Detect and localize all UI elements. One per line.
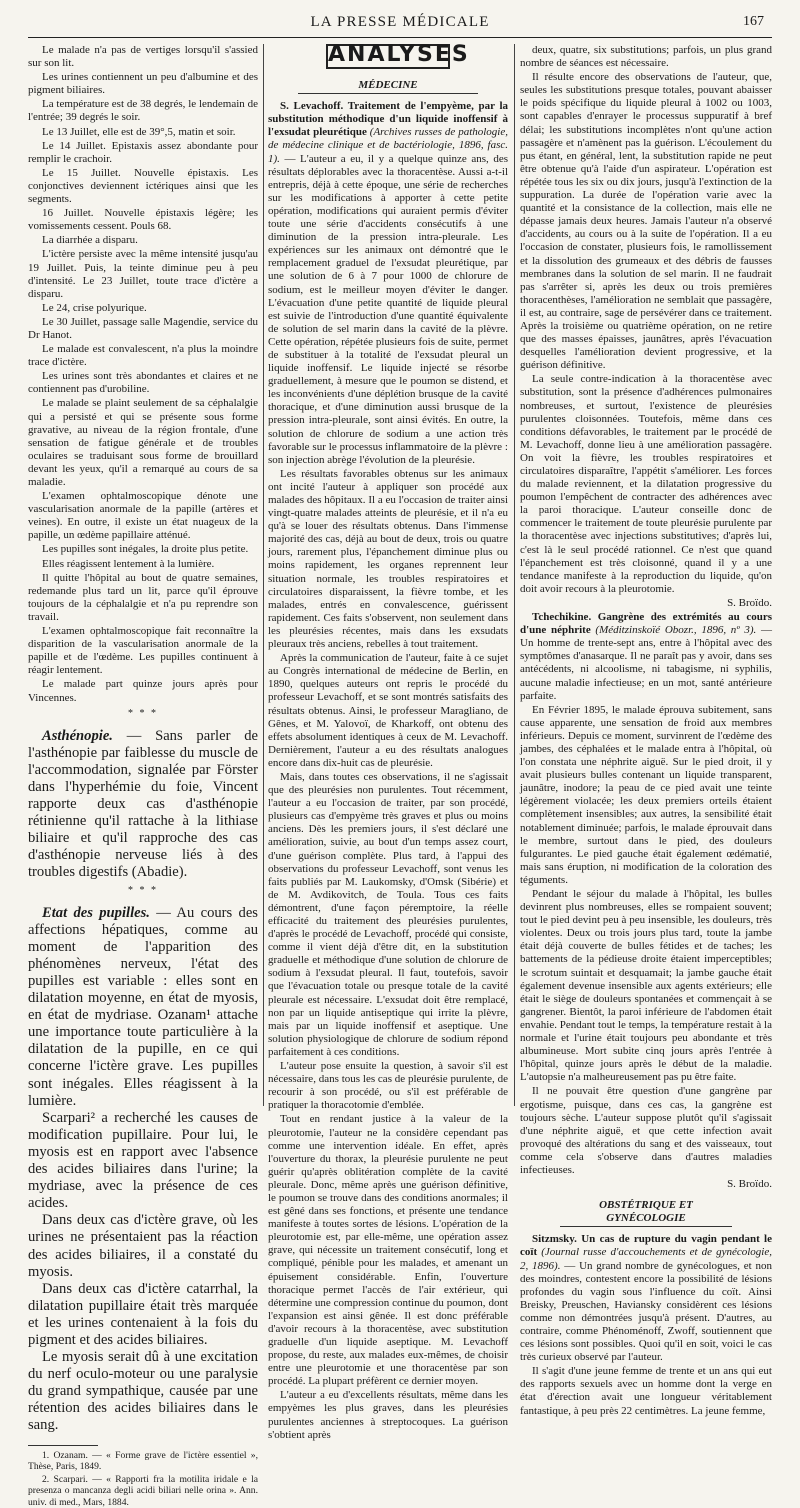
paragraph: En Février 1895, le malade éprouva subitement, sans cause apparente, une sensation de froid aux membres inférieurs. Depuis ce moment, survinrent de l'œdème des jambes, des céphalées et le malade entra à l'hôpital, où l'on constata une néphrite aiguë. Sur le pied droit, il y avait plusieurs bulles contenant un liquide transparent, jaunâtre, inodore; la peau de ce pied avait une teinte légèrement violacée; les deux premiers orteils étaient complètement insensibles; aux autres, la sensibilité était notablement diminuée; parfois, le malade éprouvait dans le membre, surtout dans le pied, des douleurs fulgurantes. Le pied gauche était également œdématié, mais sans éruption, ni modification de la coloration des téguments. xyxy=(520,703,772,886)
paragraph: Le malade est convalescent, n'a plus la moindre trace d'ictère. xyxy=(28,343,258,369)
paragraph: L'auteur a eu d'excellents résultats, même dans les empyèmes les plus graves, dans les pleurésies purulentes anciennes à streptocoques. La guérison s'obtient après xyxy=(268,1389,508,1441)
footnote: 1. Ozanam. — « Forme grave de l'ictère essentiel », Thèse, Paris, 1849. xyxy=(28,1449,258,1473)
paragraph: Le 30 Juillet, passage salle Magendie, service du Dr Hanot. xyxy=(28,315,258,341)
paragraph: — L'auteur a eu, il y a quelque quinze ans, des résultats déplorables avec la thoracentèse. Aussi a-t-il entrepris, déjà à cette époque, une série de recherches sur les modifications à apporter à cette petite opération, modifications qui auraient permis d'éviter toute une série d'accidents consécutifs à une diminution de la pression intra-pleurale. Les expériences sur les animaux ont démontré que le remplacement graduel de l'exsudat pleurétique, par une solution de 6 à 7 pour 1000 de chlorure de sodium, est le meilleur moyen d'éviter le danger. L'évacuation d'une petite quantité de liquide pleural est suivie de l'introduction d'une quantité équivalente de solution de sel marin dans la cavité de la plèvre. Cette opération, répétée plusieurs fois de suite, permet de substituer à la totalité de l'exsudat pleural un liquide inoffensif. Le liquide injecté se résorbe graduellement, à mesure que le poumon se distend, et les inconvénients d'une déplétion brusque de la cavité thoracique, et d'une diminution aussi brusque de la pression intra-pleurale, sont ainsi évités. En outre, la solution de chlorure de sodium a une action très favorable sur le processus inflammatoire de la plèvre : son injection abrège l'évolution de la pleurésie. xyxy=(268,152,508,466)
article-reference: (Méditzinskoïé Obozr., 1896, nº 3). xyxy=(590,624,757,637)
paragraph: L'auteur pose ensuite la question, à savoir s'il est nécessaire, dans tous les cas de pleurésie purulente, de recourir à son procédé, ou s'il est préférable de pratiquer la thoracotomie d'emblée. xyxy=(268,1060,508,1112)
header-rule xyxy=(28,37,772,38)
paragraph: Scarpari² a recherché les causes de modification pupillaire. Pour lui, le myosis est en rapport avec l'absence des acides biliaires dans l'urine; la mydriase, avec la présence de ces acides. xyxy=(28,1109,258,1212)
asthenopie-text: — Sans parler de l'asthénopie par faiblesse du muscle de l'accommodation, signalée par Förster dans l'hyperhémie du foie, Vincent rapporte deux cas d'asthénopie rétinienne qu'il rattache à la lithiase biliaire et qu'il rapproche des cas d'asthénopie nerveuse liés à des troubles digestifs (Abadie). xyxy=(28,727,258,881)
paragraph: Les résultats favorables obtenus sur les animaux ont incité l'auteur à appliquer son procédé aux malades des hôpitaux. Il a eu l'occasion de traiter ainsi vingt-quatre malades atteints de pleurésie, et il n'a eu qu'à se louer des résultats obtenus. Dans l'immense majorité des cas, déjà au bout de deux, trois ou quatre jours, rarement plus, l'épanchement diminue plus ou moins rapidement, les organes reprennent leur situation normale, les troubles respiratoires et circulatoires disparaissent, la fièvre tombe, et les malades, entrés en convalescence, guérissent rapidement. Ces faits s'observent, non seulement dans les pleurésies récentes, mais dans les exsudats pleuraux très anciens, rebelles à tout traitement. xyxy=(268,467,508,651)
paragraph: — Un grand nombre de gynécologues, et non des moindres, contestent encore la possibilité de lésions profondes du vagin sous l'influence du coït. Ainsi Breisky, Preuschen, Haviansky considèrent ces lésions comme non démontrées jusqu'à présent. D'autres, au contraire, comme Phénoménoff, Zwoff, soutiennent que ces lésions sont possibles. Quoi qu'il en soit, voici le cas très curieux observé par l'auteur. xyxy=(520,1259,772,1364)
paragraph: Il s'agit d'une jeune femme de trente et un ans qui eut des rapports sexuels avec un homme dont la verge en état d'érection avait une longueur véritablement fantastique, à peu près 22 centimètres. La jeune femme, xyxy=(520,1365,772,1417)
column-divider xyxy=(263,44,264,1106)
article-title: S. Levachoff. Traitement de l'empyème, par la substitution méthodique d'un liquide inoffensif à l'exsudat pleurétique xyxy=(268,100,508,139)
paragraph: Après la communication de l'auteur, faite à ce sujet au Congrès international de médecine de Berlin, en 1890, quelques auteurs ont repris le procédé du professeur Levachoff, et se sont montrés satisfaits des résultats obtenus. Ainsi, le professeur Maragliano, de Gênes, et M. Yalovoï, de Kharkoff, ont obtenu des effets absolument identiques à ceux de M. Levachoff. Dernièrement, l'auteur a eu des résultats analogues encore dans dix-huit cas de pleurésie. xyxy=(268,652,508,769)
article-title: Tchechikine. Gangrène des extrémités au cours d'une néphrite xyxy=(520,611,772,637)
subsection-title: MÉDECINE xyxy=(298,79,478,94)
column-left xyxy=(28,44,258,1508)
paragraph: Elles réagissent lentement à la lumière. xyxy=(42,557,215,570)
paragraph: Il résulte encore des observations de l'auteur, que, seules les substitutions presque totales, pouvant abaisser le poids spécifique du liquide pleural à 1002 ou 1003, sont capables d'enrayer le processus suppuratif à bref délai; les substitutions incomplètes n'ont qu'une action passagère et n'amènent pas la guérison. L'écoulement du pus étant, en général, lent, la substitution rapide ne peut être obtenue qu'à l'aide d'un aspirateur. L'opération est répétée tous les six ou dix jours, jusqu'à l'extinction de la suppuration. La durée de l'opération varie avec la quantité et la consistance de la collection, mais elle ne dépasse jamais deux heures. Jamais l'auteur n'a observé d'accidents, au cours ou à la suite de l'opération. Il a eu l'occasion de constater, plusieurs fois, le ramollissement et la dissolution des grumeaux et des débris de fausses membranes dans la solution de sel marin. Il ne faudrait pas s'arrêter si, après les deux ou trois premières thoracenthèses, l'amélioration ne semblait que passagère, il est, au contraire, sage de persévérer dans ce traitement. Après la troisième ou quatrième opération, on ne retire que des masses épaisses, jaunâtres, après l'évacuation desquelles l'amélioration devient progressive, et la guérison définitive. xyxy=(520,71,772,372)
paragraph: Le 13 Juillet, elle est de 39°,5, matin et soir. xyxy=(42,125,236,138)
author-signature: S. Broïdo. xyxy=(727,596,772,609)
article-reference: (Archives russes de pathologie, de médecine clinique et de bactériologie, 1896, fasc. 1). xyxy=(268,126,508,165)
subsection-title: OBSTÉTRIQUE ET GYNÉCOLOGIE xyxy=(560,1199,732,1227)
pupilles-section xyxy=(28,905,258,1435)
article-body xyxy=(520,704,772,1177)
paragraph: Pendant le séjour du malade à l'hôpital, les bulles devinrent plus nombreuses, elles se rompaient souvent; tout le pied devint peu à peu insensible, les douleurs, très violentes. Deux ou trois jours plus tard, toute la jambe était déjà couverte de bulles fétides et de taches; les battements de la pédieuse droite étaient imperceptibles; le scrotum suintait et desquamait; la jambe gauche était également devenue insensible aux agents extérieurs; elle était le siège de douleurs spontanées et commençait à se gangrener. Bientôt, la paroi inférieure de l'abdomen était envahie. Pendant tout le temps, la température restait à la normale et l'urine était toujours peu abondante et très albumineuse. Mort subite cinq jours après l'entrée à l'hôpital, quinze jours après le début de la maladie. L'autopsie n'a malheureusement pas pu être faite. xyxy=(520,888,772,1084)
article-continuation xyxy=(520,44,772,596)
section-title: ANALYSES xyxy=(328,42,470,67)
article-title: Sitzmsky. Un cas de rupture du vagin pendant le coït xyxy=(520,1233,772,1259)
page-number: 167 xyxy=(743,14,764,29)
paragraph: L'examen ophtalmoscopique dénote une vascularisation anormale de la papille (artères et veines). En outre, il existe un état nuageux de la papille, un œdème papillaire atténué. xyxy=(28,490,258,542)
paragraph: Le 14 Juillet. Epistaxis assez abondante pour remplir le crachoir. xyxy=(28,139,258,165)
paragraph: La diarrhée a disparu. xyxy=(42,234,138,247)
paragraph: deux, quatre, six substitutions; parfois, un plus grand nombre de séances est nécessaire. xyxy=(520,44,772,70)
paragraph: Les pupilles sont inégales, la droite plus petite. xyxy=(42,543,249,556)
paragraph: — Un homme de trente-sept ans, entre à l'hôpital avec des symptômes d'anasarque. Il ne paraît pas y avoir, dans ses antécédents, ni alcoolisme, ni tabagisme, ni syphilis, aucune maladie infectieuse; en un mot, santé antérieure parfaite. xyxy=(520,624,773,702)
article-body xyxy=(520,1365,772,1417)
column-divider xyxy=(514,44,515,1106)
paragraph: Le malade n'a pas de vertiges lorsqu'il s'assied sur son lit. xyxy=(28,44,258,70)
paragraph: Les urines sont très abondantes et claires et ne contiennent pas d'urobiline. xyxy=(28,370,258,396)
paragraph: La température est de 38 degrés, le lendemain de l'entrée; 39 degrés le soir. xyxy=(28,98,258,124)
paragraph: Le 15 Juillet. Nouvelle épistaxis. Les conjonctives deviennent ictériques ainsi que les segments. xyxy=(28,166,258,206)
section-separator: * * * xyxy=(128,707,158,719)
paragraph: Mais, dans toutes ces observations, il ne s'agissait que des pleurésies non purulentes. Tout récemment, l'auteur a eu l'occasion de traiter, par son procédé, plusieurs cas d'empyème très graves et plus ou moins anciens. Dès les premiers jours, il s'est déclaré une amélioration, suivie, au bout d'un temps assez court, d'une guérison complète. Plus tard, à l'appui des observations du professeur Levachoff, sont venus les faits publiés par M. Laukomsky, d'Omsk (Sibérie) et de M. Avdikovitch, de Toula. Tous ces faits démontrent, d'une façon péremptoire, la réelle efficacité du traitement des pleurésies purulentes, d'après le procédé de Levachoff, procédé qui consiste, comme il vient déjà d'être dit, en la substitution graduelle et méthodique d'une solution de chlorure de sodium à l'exsudat pleural. Il faut, toutefois, savoir que l'évacuation totale ou presque totale de la cavité pleurale est nécessaire. L'exsudat doit être remplacé, non par un liquide antiseptique qui irrite la plèvre, mais par un liquide inoffensif et aseptique. Une solution physiologique de chlorure de sodium répond parfaitement à ces conditions. xyxy=(268,770,508,1058)
article-reference: (Journal russe d'accouchements et de gynécologie, 2, 1896). xyxy=(520,1246,772,1272)
paragraph: Il quitte l'hôpital au bout de quatre semaines, redemande plus tard un lit, parce qu'il éprouve toujours de la céphalalgie et n'a pu reprendre son travail. xyxy=(28,571,258,623)
paragraph: Les urines contiennent un peu d'albumine et des pigment biliaires. xyxy=(28,71,258,97)
paragraph: 16 Juillet. Nouvelle épistaxis légère; les vomissements cessent. Pouls 68. xyxy=(28,207,258,233)
paragraph: L'ictère persiste avec la même intensité jusqu'au 19 Juillet. Puis, la teinte diminue peu à peu d'intensité. Le 23 Juillet, toute trace d'ictère a disparu. xyxy=(28,248,258,300)
footnote-rule xyxy=(28,1445,98,1446)
paragraph: La seule contre-indication à la thoracentèse avec substitution, sont la présence d'adhérences pulmonaires nombreuses, et surtout, l'existence de pleurésies purulentes cloisonnées. Toutefois, même dans ces conditions défavorables, le traitement par le procédé de M. Levachoff, donne lieu à une amélioration passagère. On voit la fièvre, les troubles respiratoires et circulatoires disparaître, l'appétit s'améliorer. Les forces du malade reviennent, et la dilatation progressive du poumon l'empêchent de contracter des adhérences avec la paroi thoracique. L'auteur conseille donc de commencer le traitement de toute pleurésie purulente par la thoracentèse avec injections substitutives; d'après lui, c'est là le seul procédé rationnel. Ce n'est que quand l'épanchement est très cloisonné, quand il y a une tendance manifeste à la reproduction du liquide, qu'on doit avoir recours à la pleurotomie. xyxy=(520,373,772,595)
column-right xyxy=(520,44,773,1417)
asthenopie-section xyxy=(28,728,258,882)
paragraph: Dans deux cas d'ictère grave, où les urines ne présentaient pas la réaction des acides biliaires, il a constaté du myosis. xyxy=(28,1212,258,1280)
paragraph: Le 24, crise polyurique. xyxy=(42,301,147,314)
pupilles-text: — Au cours des affections hépatiques, comme au moment de l'apparition des phénomènes nerveux, l'état des pupilles est variable : elles sont en dilatation moyenne, en état de myosis, en état de mydriase. Ozanam¹ attache une importance toute particulière à la dilatation de la pupille, en ce qui concerne l'ictère grave. Les pupilles sont inégales. Elles réagissent à la lumière. xyxy=(28,904,258,1109)
page-header xyxy=(0,0,800,40)
paragraph: Il ne pouvait être question d'une gangrène par ergotisme, puisque, dans ces cas, la gangrène est toujours sèche. L'auteur suppose plutôt qu'il s'agissait d'une néphrite aiguë, et que cette infection avait provoqué des altérations du sang et des vaisseaux, tout comme cela s'observe dans d'autres maladies infectieuses. xyxy=(520,1085,772,1176)
case-report xyxy=(28,44,258,705)
paragraph: Le malade part quinze jours après pour Vincennes. xyxy=(28,678,258,704)
paragraph: L'examen ophtalmoscopique fait reconnaître la disparition de la vascularisation anormale de la papille et de l'œdème. Les pupilles continuent à réagir lentement. xyxy=(28,625,258,677)
paragraph: Tout en rendant justice à la valeur de la pleurotomie, l'auteur ne la considère cependant pas comme une intervention idéale. En effet, après l'ouverture du thorax, la pleurésie purulente ne peut guérir qu'après oblitération complète de la cavité pleurale. Donc, même après une guérison définitive, le poumon se trouve dans des conditions anormales; il est gêné dans ses fonctions, et présente une tendance manifeste à toutes sortes de lésions. L'opération de la pleurotomie est, par elle-même, une opération assez grave, qui nécessite un traitement consécutif, long et compliqué, pénible pour les malades, et amenant un épuisement considérable. Enfin, l'ouverture thoracique permet l'accès de l'air extérieur, qui détermine une compression continue du poumon, dont l'expansion est ainsi gênée. Il est donc préférable d'avoir recours à la thoracentèse, avec substitution graduelle d'un liquide aseptique. M. Levachoff propose, du reste, aux malades eux-mêmes, de choisir entre une pleurotomie et une thoracentèse par son procédé. La plupart préfèrent ce dernier moyen. xyxy=(268,1113,508,1388)
section-title-box xyxy=(326,42,470,69)
section-separator: * * * xyxy=(128,884,158,896)
paragraph: Le myosis serait dû à une excitation du nerf oculo-moteur ou une paralysie du grand sympathique, causée par une rétention des acides biliaires dans le sang. xyxy=(28,1349,258,1434)
paragraph: Le malade se plaint seulement de sa céphalalgie qui a persisté et qui se présente sous forme gravative, au niveau de la région frontale, d'une sensation de fatigue générale et de troubles oculaires se traduisant sous forme de brouillard devant les yeux, qu'il a remarqué au cours de sa maladie. xyxy=(28,397,258,488)
pupilles-heading: Etat des pupilles. xyxy=(42,904,150,921)
footnote: 2. Scarpari. — « Rapporti fra la motilita iridale e la presenza o mancanza degli acidi biliari nelle orina ». Ann. univ. di med., Mars, 1884. xyxy=(28,1473,258,1508)
paragraph: Dans deux cas d'ictère catarrhal, la dilatation pupillaire était très marquée et les urines contenaient à la fois du pigment et des acides biliaires. xyxy=(28,1280,258,1348)
journal-title: LA PRESSE MÉDICALE xyxy=(310,14,490,30)
asthenopie-heading: Asthénopie. xyxy=(42,727,113,744)
column-middle xyxy=(268,42,508,1441)
article-body xyxy=(268,468,508,1442)
author-signature: S. Broïdo. xyxy=(727,1178,772,1191)
